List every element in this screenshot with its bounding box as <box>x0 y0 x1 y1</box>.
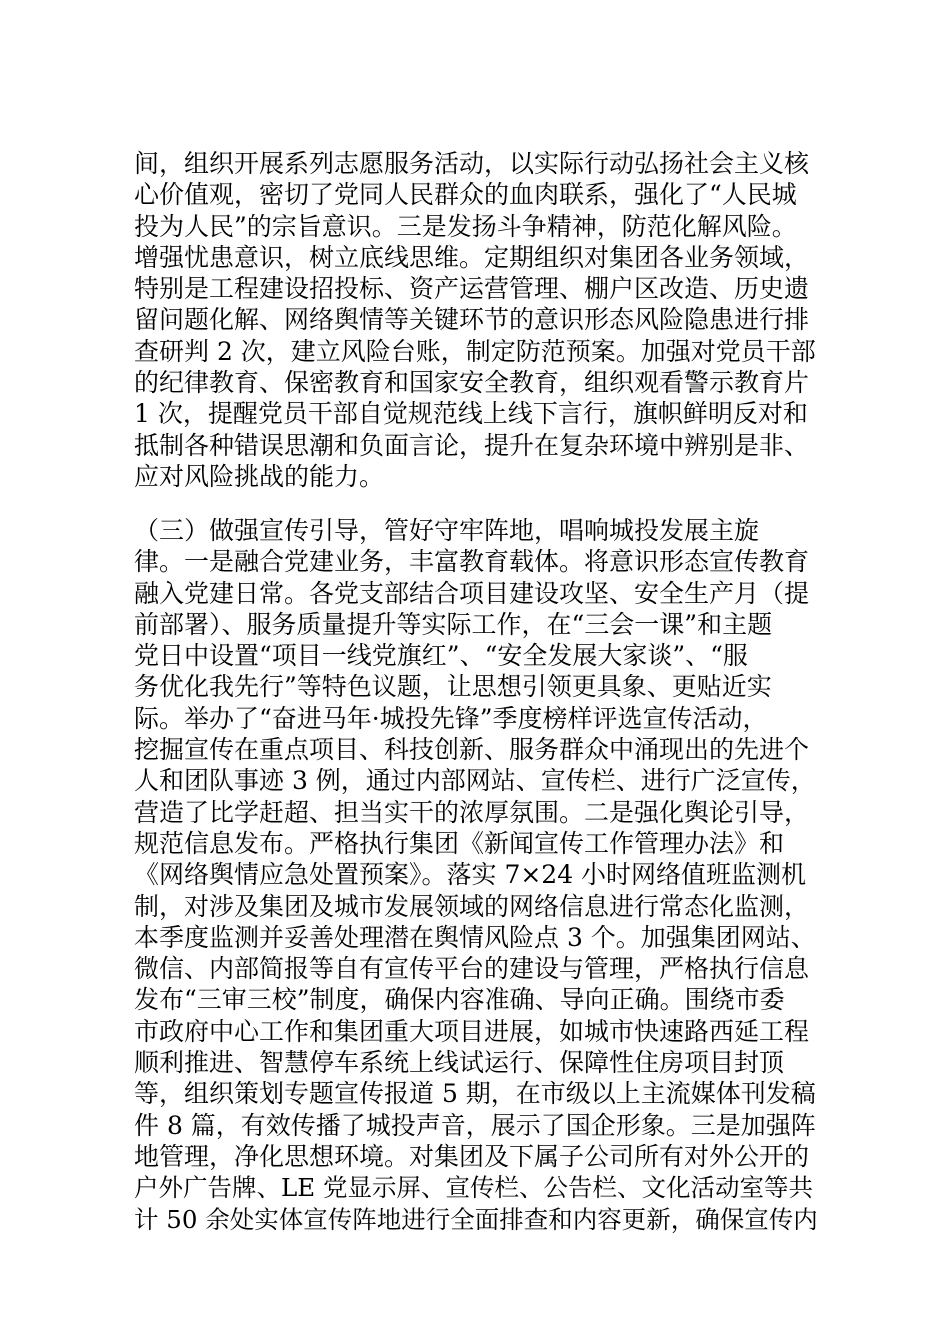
text-line: 党日中设置“项目一线党旗红”、“安全发展大家谈”、“服 <box>134 641 748 671</box>
text-line: 抵制各种错误思潮和负面言论，提升在复杂环境中辨别是非、 <box>134 430 810 460</box>
text-line: （三）做强宣传引导，管好守牢阵地，唱响城投发展主旋 <box>134 516 760 545</box>
text-line: 特别是工程建设招投标、资产运营管理、棚户区改造、历史遗 <box>134 274 810 304</box>
text-line: 市政府中心工作和集团重大项目进展，如城市快速路西延工程 <box>134 1016 810 1046</box>
text-line: 《网络舆情应急处置预案》。落实 7×24 小时网络值班监测机 <box>134 860 807 890</box>
text-line: 增强忧患意识，树立底线思维。定期组织对集团各业务领域， <box>134 242 810 272</box>
text-line: 律。一是融合党建业务，丰富教育载体。将意识形态宣传教育 <box>134 547 810 577</box>
text-line: 营造了比学赶超、担当实干的浓厚氛围。二是强化舆论引导， <box>134 797 810 827</box>
text-line: 际。举办了“奋进马年·城投先锋”季度榜样评选宣传活动， <box>134 703 768 733</box>
text-line: 务优化我先行”等特色议题，让思想引领更具象、更贴近实 <box>134 672 772 702</box>
text-line: 发布“三审三校”制度，确保内容准确、导向正确。围绕市委 <box>134 985 785 1015</box>
text-line: 1 次，提醒党员干部自觉规范线上线下言行，旗帜鲜明反对和 <box>134 399 808 429</box>
text-line: 应对风险挑战的能力。 <box>134 461 385 491</box>
text-line: 投为人民”的宗旨意识。三是发扬斗争精神，防范化解风险。 <box>134 211 797 241</box>
text-line: 心价值观，密切了党同人民群众的血肉联系，强化了“人民城 <box>134 180 797 210</box>
text-line: 制，对涉及集团及城市发展领域的网络信息进行常态化监测， <box>134 891 810 921</box>
text-line: 融入党建日常。各党支部结合项目建设攻坚、安全生产月（提 <box>134 578 810 608</box>
text-line: 本季度监测并妥善处理潜在舆情风险点 3 个。加强集团网站、 <box>134 922 816 952</box>
text-line: 查研判 2 次，建立风险台账，制定防范预案。加强对党员干部 <box>134 336 816 366</box>
text-line: 户外广告牌、LE 党显示屏、宣传栏、公告栏、文化活动室等共 <box>134 1173 813 1203</box>
text-line: 计 50 余处实体宣传阵地进行全面排查和内容更新，确保宣传内 <box>134 1204 818 1234</box>
text-line: 等，组织策划专题宣传报道 5 期，在市级以上主流媒体刊发稿 <box>134 1079 816 1109</box>
text-line: 顺利推进、智慧停车系统上线试运行、保障性住房项目封顶 <box>134 1048 785 1078</box>
text-line: 挖掘宣传在重点项目、科技创新、服务群众中涌现出的先进个 <box>134 735 810 765</box>
text-line: 前部署）、服务质量提升等实际工作，在“三会一课”和主题 <box>134 609 773 639</box>
paragraph-1 <box>134 148 824 492</box>
text-line: 留问题化解、网络舆情等关键环节的意识形态风险隐患进行排 <box>134 305 810 335</box>
paragraph-2 <box>134 515 824 1235</box>
text-line: 地管理，净化思想环境。对集团及下属子公司所有对外公开的 <box>134 1141 810 1171</box>
text-line: 的纪律教育、保密教育和国家安全教育，组织观看警示教育片 <box>134 368 810 398</box>
text-line: 人和团队事迹 3 例，通过内部网站、宣传栏、进行广泛宣传， <box>134 766 816 796</box>
text-line: 件 8 篇，有效传播了城投声音，展示了国企形象。三是加强阵 <box>134 1110 816 1140</box>
text-line: 间，组织开展系列志愿服务活动，以实际行动弘扬社会主义核 <box>134 149 810 178</box>
text-line: 规范信息发布。严格执行集团《新闻宣传工作管理办法》和 <box>134 828 785 858</box>
text-line: 微信、内部简报等自有宣传平台的建设与管理，严格执行信息 <box>134 954 810 984</box>
